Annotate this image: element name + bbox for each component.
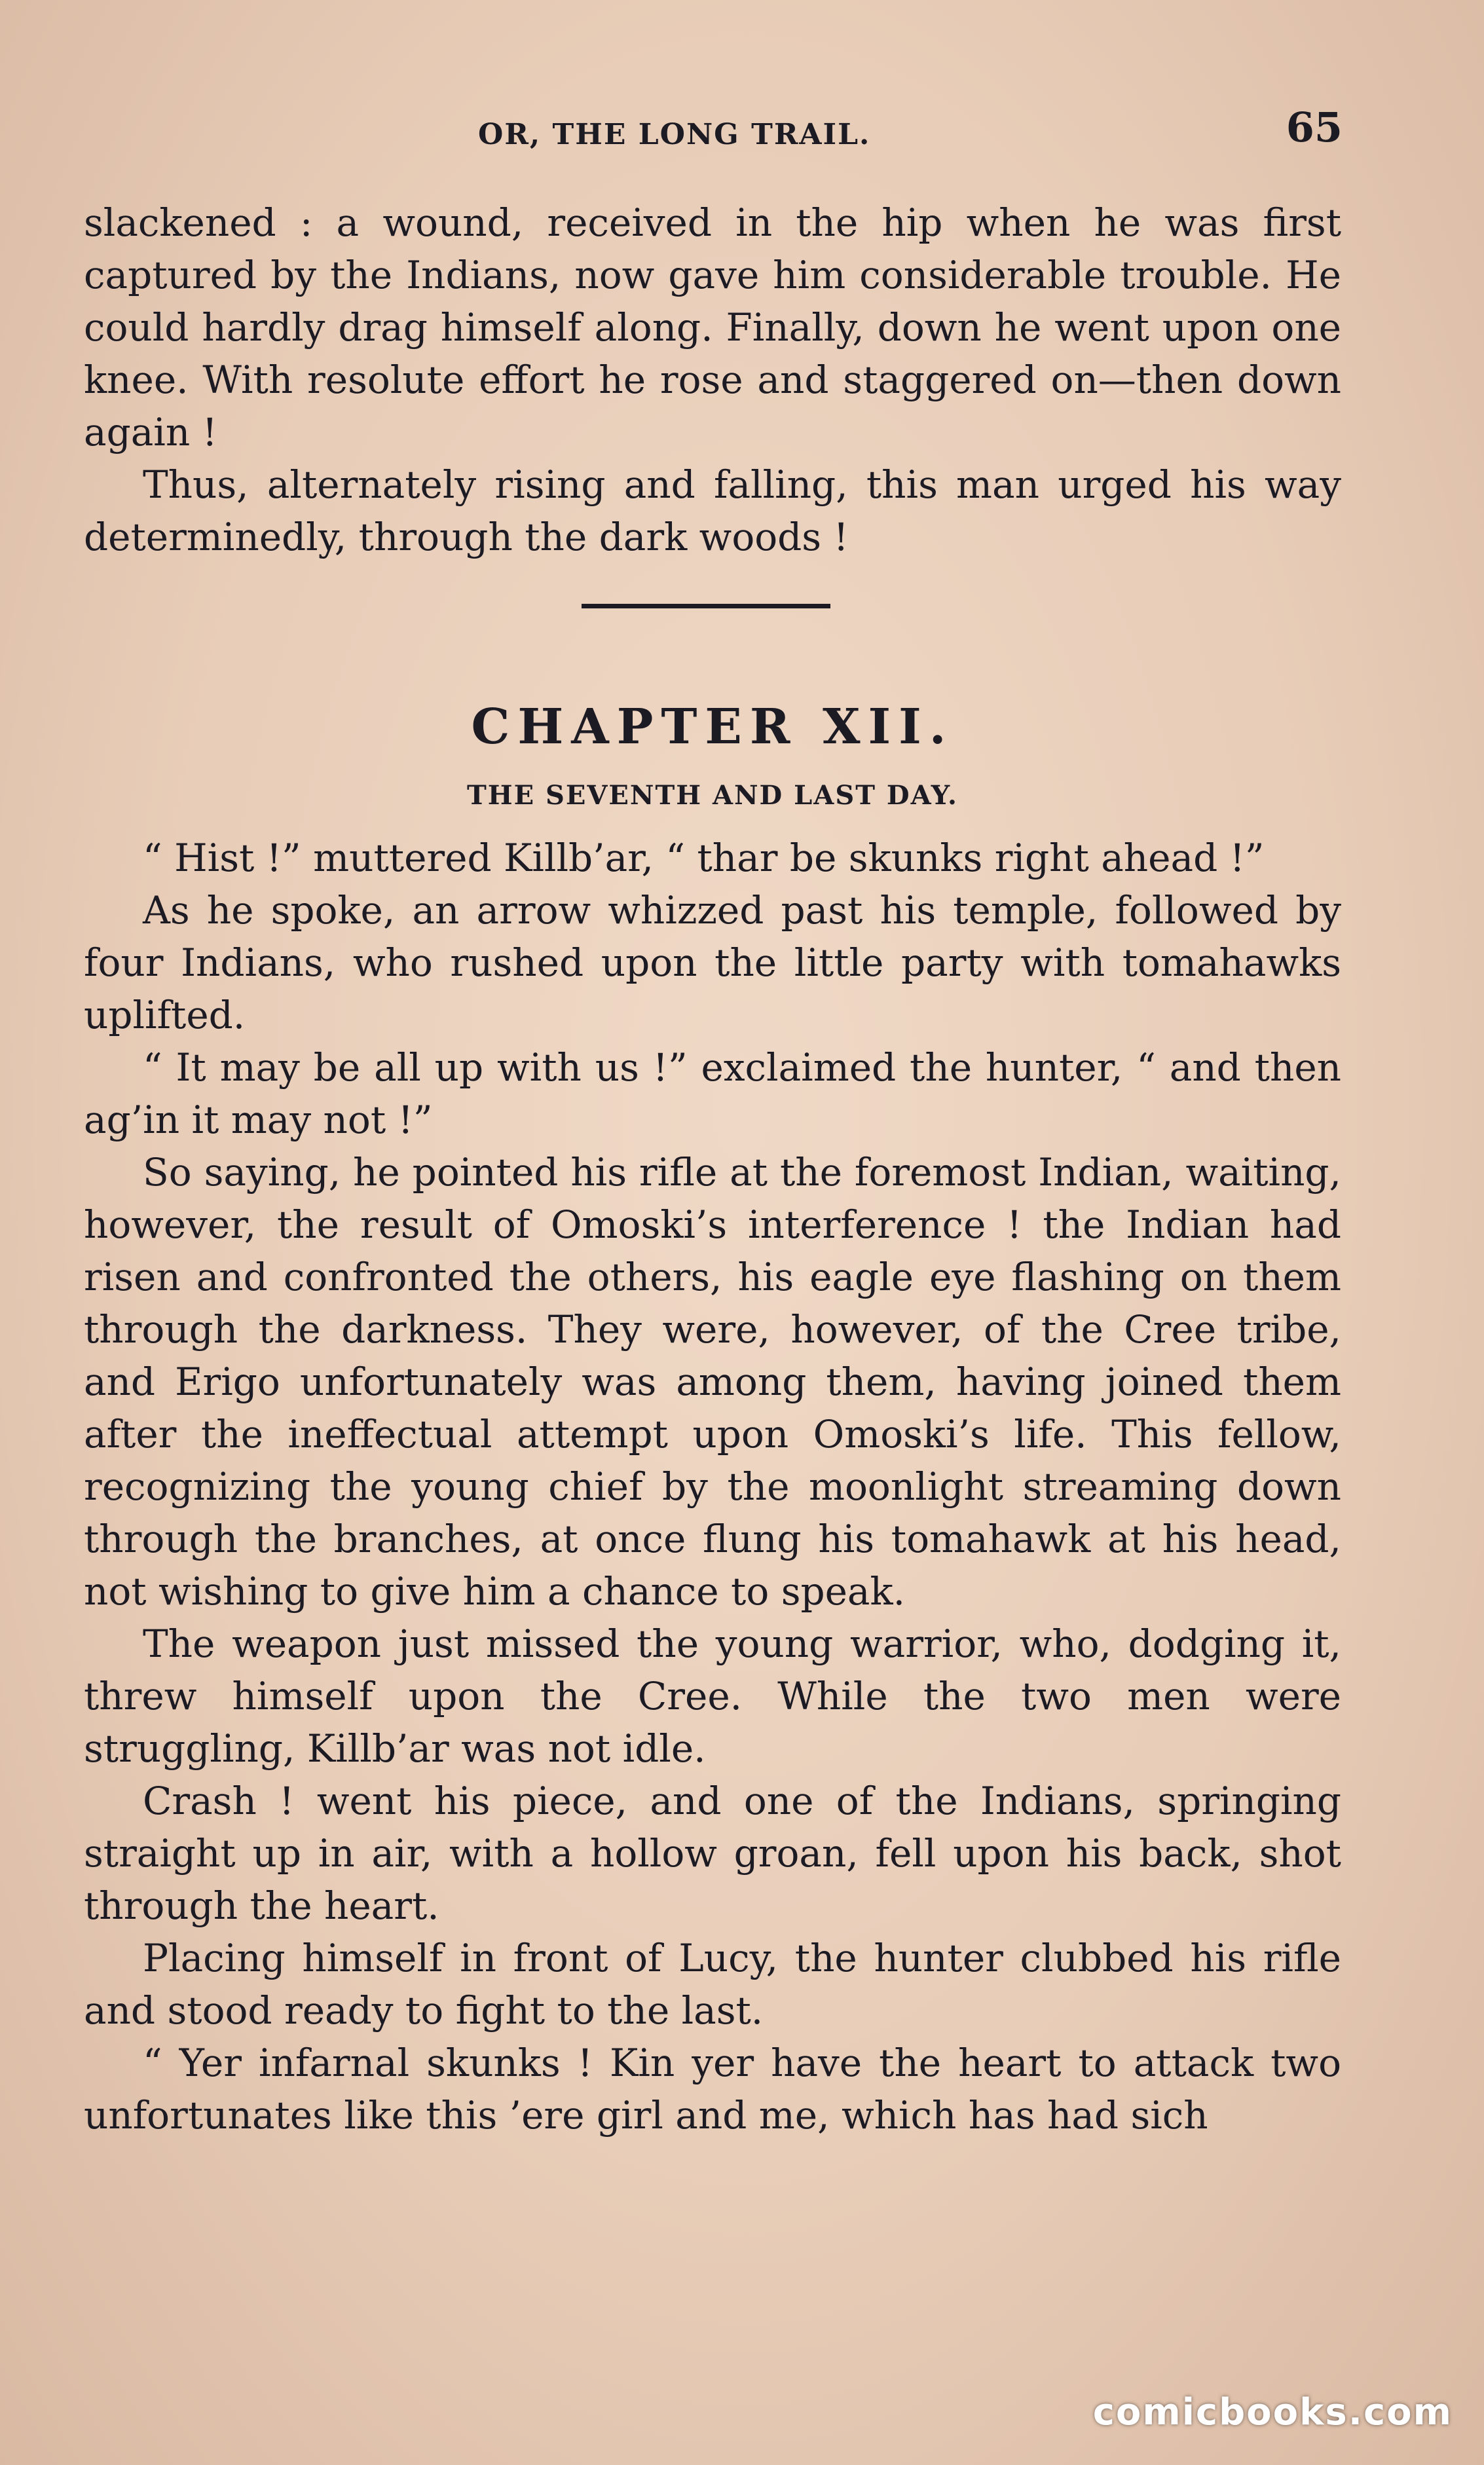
horizontal-rule xyxy=(582,604,830,608)
paragraph: “ Hist !” muttered Killb’ar, “ thar be skunks right ahead !” xyxy=(143,836,1265,880)
section-divider xyxy=(84,563,1341,694)
watermark-logo: comicbooks.com xyxy=(1092,2391,1453,2434)
paragraph: “ It may be all up with us !” exclaimed the hunter, “ and then ag’in it may not !” xyxy=(84,1045,1341,1142)
running-head: OR, THE LONG TRAIL. xyxy=(478,118,871,151)
paragraph: “ Yer infarnal skunks ! Kin yer have the heart to attack two unfortunates like this ’ere girl and me, which has had sich xyxy=(84,2041,1341,2138)
paragraph: As he spoke, an arrow whizzed past his temple, followed by four Indians, who rushed upon the little party with tomahawks uplifted. xyxy=(84,888,1341,1037)
page-number: 65 xyxy=(1286,103,1343,151)
chapter-title: CHAPTER XII. xyxy=(471,699,954,755)
chapter-subtitle: THE SEVENTH AND LAST DAY. xyxy=(467,780,958,811)
body-text xyxy=(84,196,1341,2141)
paragraph: So saying, he pointed his rifle at the foremost Indian, waiting, however, the result of Omoski’s interference ! the Indian had risen and confronted the others, his eagle eye flashing on them through the darkness. They were, however, of the Cree tribe, and Erigo unfortunately was among them, having joined them after the ineffectual attempt upon Omoski’s life. This fellow, recognizing the young chief by the moonlight streaming down through the branches, at once flung his tomahawk at his head, not wishing to give him a chance to speak. xyxy=(84,1150,1341,1614)
paragraph: Thus, alternately rising and falling, this man urged his way determinedly, through the dark woods ! xyxy=(84,462,1341,559)
paragraph: slackened : a wound, received in the hip when he was first captured by the Indians, now gave him considerable trouble. He could hardly drag himself along. Finally, down he went upon one knee. With resolute effort he rose and staggered on—then down again ! xyxy=(84,200,1341,454)
paragraph: Placing himself in front of Lucy, the hunter clubbed his rifle and stood ready to fight to the last. xyxy=(84,1936,1341,2033)
page-header xyxy=(85,98,1343,151)
paragraph: The weapon just missed the young warrior, who, dodging it, threw himself upon the Cree. While the two men were struggling, Killb’ar was not idle. xyxy=(84,1622,1341,1771)
paragraph: Crash ! went his piece, and one of the Indians, springing straight up in air, with a hollow groan, fell upon his back, shot through the heart. xyxy=(84,1779,1341,1928)
